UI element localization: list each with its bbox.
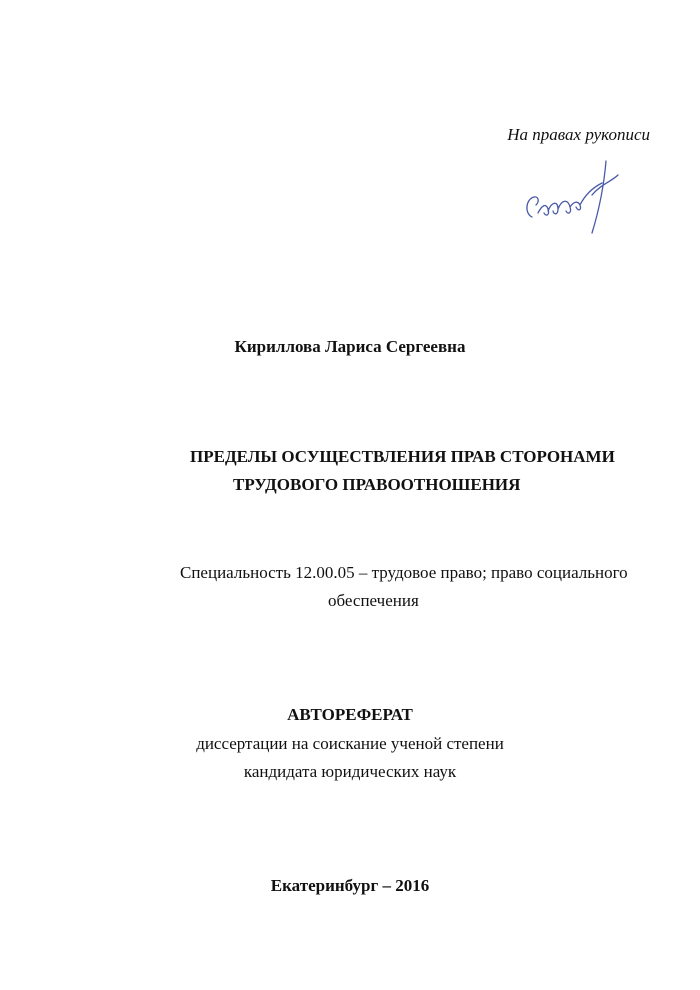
dissertation-title-line-2: ТРУДОВОГО ПРАВООТНОШЕНИЯ [233,475,521,494]
purpose-line-2: кандидата юридических наук [243,762,457,781]
author-name: Кириллова Лариса Сергеевна [234,337,466,356]
specialty-line-2: обеспечения [328,591,419,610]
purpose-line-1: диссертации на соискание ученой степени [196,734,504,753]
signature-icon [520,155,640,245]
specialty-line-1: Специальность 12.00.05 – трудовое право; право социального [180,563,628,582]
manuscript-note: На правах рукописи [507,125,650,144]
document-type: АВТОРЕФЕРАТ [287,705,413,724]
dissertation-title-line-1: ПРЕДЕЛЫ ОСУЩЕСТВЛЕНИЯ ПРАВ СТОРОНАМИ [190,447,615,466]
city-year: Екатеринбург – 2016 [270,876,430,895]
